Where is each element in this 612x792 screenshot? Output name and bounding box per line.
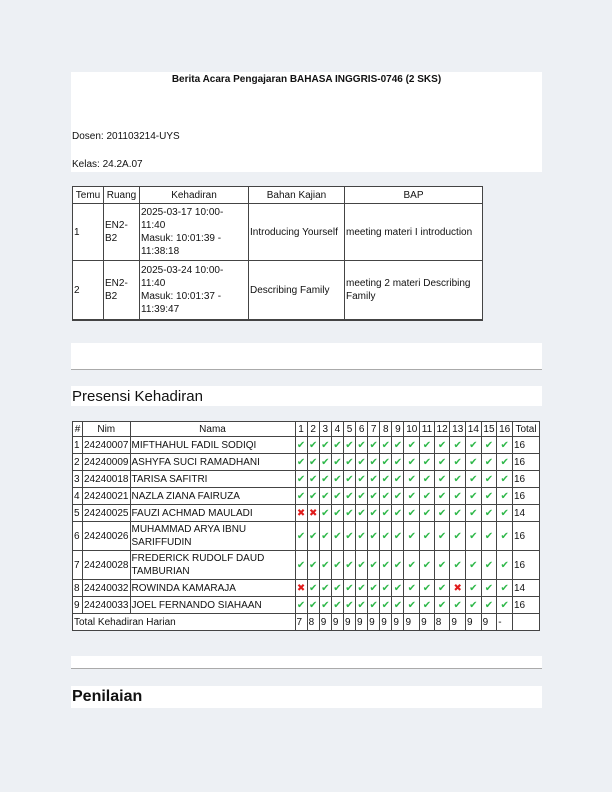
presensi-heading: Presensi Kehadiran [72, 388, 203, 405]
col-meeting-2: 2 [307, 422, 319, 437]
present-check-icon: ✔ [331, 522, 343, 551]
present-check-icon: ✔ [434, 505, 450, 522]
present-check-icon: ✔ [307, 437, 319, 454]
presensi-header-row [73, 422, 540, 437]
present-check-icon: ✔ [356, 505, 368, 522]
table-row [73, 261, 483, 321]
present-check-icon: ✔ [497, 488, 513, 505]
daily-total-cell: 8 [434, 614, 450, 631]
col-meeting-5: 5 [343, 422, 355, 437]
present-check-icon: ✔ [380, 580, 392, 597]
nama-cell: MIFTHAHUL FADIL SODIQI [130, 437, 295, 454]
col-meeting-4: 4 [331, 422, 343, 437]
present-check-icon: ✔ [392, 551, 404, 580]
present-check-icon: ✔ [466, 580, 482, 597]
present-check-icon: ✔ [295, 437, 307, 454]
present-check-icon: ✔ [343, 597, 355, 614]
row-number: 8 [73, 580, 83, 597]
col-meeting-6: 6 [356, 422, 368, 437]
col-meeting-1: 1 [295, 422, 307, 437]
present-check-icon: ✔ [343, 437, 355, 454]
present-check-icon: ✔ [295, 454, 307, 471]
present-check-icon: ✔ [404, 488, 420, 505]
present-check-icon: ✔ [343, 580, 355, 597]
present-check-icon: ✔ [404, 437, 420, 454]
present-check-icon: ✔ [466, 505, 482, 522]
col-number: # [73, 422, 83, 437]
nim-cell: 24240033 [83, 597, 131, 614]
present-check-icon: ✔ [319, 551, 331, 580]
present-check-icon: ✔ [450, 454, 466, 471]
table-row [73, 597, 540, 614]
present-check-icon: ✔ [319, 454, 331, 471]
nama-cell: ROWINDA KAMARAJA [130, 580, 295, 597]
spacer-panel-2 [71, 656, 542, 668]
total-cell: 16 [513, 597, 540, 614]
present-check-icon: ✔ [420, 437, 435, 454]
col-meeting-9: 9 [392, 422, 404, 437]
present-check-icon: ✔ [481, 454, 497, 471]
table-row [73, 505, 540, 522]
header-panel [71, 72, 542, 172]
col-bahan-kajian: Bahan Kajian [249, 187, 345, 204]
col-bap: BAP [345, 187, 483, 204]
present-check-icon: ✔ [319, 522, 331, 551]
present-check-icon: ✔ [368, 471, 380, 488]
present-check-icon: ✔ [392, 505, 404, 522]
daily-total-cell: 9 [368, 614, 380, 631]
present-check-icon: ✔ [481, 551, 497, 580]
present-check-icon: ✔ [481, 488, 497, 505]
row-number: 2 [73, 454, 83, 471]
present-check-icon: ✔ [497, 437, 513, 454]
col-ruang: Ruang [104, 187, 140, 204]
present-check-icon: ✔ [434, 437, 450, 454]
present-check-icon: ✔ [380, 454, 392, 471]
present-check-icon: ✔ [331, 471, 343, 488]
row-number: 5 [73, 505, 83, 522]
total-cell: 16 [513, 437, 540, 454]
present-check-icon: ✔ [497, 580, 513, 597]
present-check-icon: ✔ [450, 437, 466, 454]
present-check-icon: ✔ [319, 437, 331, 454]
present-check-icon: ✔ [356, 454, 368, 471]
col-meeting-11: 11 [420, 422, 435, 437]
present-check-icon: ✔ [295, 551, 307, 580]
col-temu: Temu [73, 187, 104, 204]
present-check-icon: ✔ [404, 551, 420, 580]
present-check-icon: ✔ [380, 488, 392, 505]
present-check-icon: ✔ [331, 505, 343, 522]
present-check-icon: ✔ [368, 551, 380, 580]
present-check-icon: ✔ [319, 488, 331, 505]
total-cell: 16 [513, 551, 540, 580]
present-check-icon: ✔ [319, 597, 331, 614]
present-check-icon: ✔ [392, 597, 404, 614]
nim-cell: 24240009 [83, 454, 131, 471]
row-number: 7 [73, 551, 83, 580]
present-check-icon: ✔ [343, 551, 355, 580]
total-cell: 16 [513, 522, 540, 551]
present-check-icon: ✔ [466, 488, 482, 505]
kehadiran-jadwal: 2025-03-24 10:00-11:40 [141, 265, 224, 289]
dosen-label: Dosen: 201103214-UYS [72, 131, 180, 142]
present-check-icon: ✔ [380, 551, 392, 580]
nama-cell: ASHYFA SUCI RAMADHANI [130, 454, 295, 471]
present-check-icon: ✔ [380, 437, 392, 454]
bahan-cell: Introducing Yourself [249, 204, 345, 261]
bap-cell: meeting materi I introduction [345, 204, 483, 261]
present-check-icon: ✔ [368, 505, 380, 522]
present-check-icon: ✔ [307, 471, 319, 488]
col-meeting-15: 15 [481, 422, 497, 437]
kehadiran-cell [140, 261, 249, 321]
bahan-cell: Describing Family [249, 261, 345, 321]
present-check-icon: ✔ [481, 471, 497, 488]
present-check-icon: ✔ [307, 580, 319, 597]
row-number: 3 [73, 471, 83, 488]
present-check-icon: ✔ [481, 580, 497, 597]
nim-cell: 24240028 [83, 551, 131, 580]
table-row [73, 437, 540, 454]
penilaian-heading: Penilaian [72, 688, 143, 705]
nama-cell: FREDERICK RUDOLF DAUD TAMBURIAN [130, 551, 295, 580]
present-check-icon: ✔ [319, 471, 331, 488]
bap-cell: meeting 2 materi Describing Family [345, 261, 483, 321]
page-title: Berita Acara Pengajaran BAHASA INGGRIS-0746 (2 SKS) [171, 74, 442, 85]
total-cell: 14 [513, 580, 540, 597]
present-check-icon: ✔ [356, 471, 368, 488]
present-check-icon: ✔ [307, 522, 319, 551]
present-check-icon: ✔ [434, 580, 450, 597]
row-number: 9 [73, 597, 83, 614]
present-check-icon: ✔ [497, 505, 513, 522]
daily-total-cell: 9 [380, 614, 392, 631]
present-check-icon: ✔ [356, 597, 368, 614]
present-check-icon: ✔ [497, 522, 513, 551]
nama-cell: MUHAMMAD ARYA IBNU SARIFFUDIN [130, 522, 295, 551]
daily-total-cell: - [497, 614, 513, 631]
ruang-cell: EN2-B2 [104, 261, 140, 321]
nim-cell: 24240007 [83, 437, 131, 454]
present-check-icon: ✔ [392, 522, 404, 551]
daily-total-cell: 8 [307, 614, 319, 631]
table-row [73, 204, 483, 261]
present-check-icon: ✔ [497, 597, 513, 614]
spacer-panel [71, 343, 542, 369]
present-check-icon: ✔ [368, 437, 380, 454]
present-check-icon: ✔ [368, 597, 380, 614]
temu-cell: 2 [73, 261, 104, 321]
present-check-icon: ✔ [450, 471, 466, 488]
present-check-icon: ✔ [356, 551, 368, 580]
present-check-icon: ✔ [343, 522, 355, 551]
daily-total-cell: 9 [319, 614, 331, 631]
present-check-icon: ✔ [434, 454, 450, 471]
daily-total-cell: 9 [466, 614, 482, 631]
present-check-icon: ✔ [380, 522, 392, 551]
presensi-table [72, 421, 540, 631]
present-check-icon: ✔ [434, 471, 450, 488]
daily-total-cell: 9 [343, 614, 355, 631]
present-check-icon: ✔ [404, 471, 420, 488]
nama-cell: JOEL FERNANDO SIAHAAN [130, 597, 295, 614]
present-check-icon: ✔ [420, 522, 435, 551]
present-check-icon: ✔ [420, 551, 435, 580]
present-check-icon: ✔ [392, 454, 404, 471]
present-check-icon: ✔ [392, 488, 404, 505]
col-meeting-16: 16 [497, 422, 513, 437]
present-check-icon: ✔ [295, 488, 307, 505]
bap-table [72, 186, 483, 321]
daily-total-cell: 7 [295, 614, 307, 631]
kehadiran-masuk: Masuk: 10:01:39 - 11:38:18 [141, 233, 222, 257]
row-number: 4 [73, 488, 83, 505]
present-check-icon: ✔ [392, 437, 404, 454]
present-check-icon: ✔ [404, 580, 420, 597]
divider-2 [71, 668, 542, 669]
absent-cross-icon: ✖ [450, 580, 466, 597]
nama-cell: FAUZI ACHMAD MAULADI [130, 505, 295, 522]
nim-cell: 24240021 [83, 488, 131, 505]
present-check-icon: ✔ [434, 522, 450, 551]
kehadiran-masuk: Masuk: 10:01:37 - 11:39:47 [141, 291, 222, 315]
present-check-icon: ✔ [434, 597, 450, 614]
temu-cell: 1 [73, 204, 104, 261]
present-check-icon: ✔ [368, 488, 380, 505]
present-check-icon: ✔ [450, 505, 466, 522]
daily-total-cell: 9 [450, 614, 466, 631]
ruang-cell: EN2-B2 [104, 204, 140, 261]
total-cell: 16 [513, 454, 540, 471]
nim-cell: 24240025 [83, 505, 131, 522]
present-check-icon: ✔ [331, 551, 343, 580]
present-check-icon: ✔ [420, 454, 435, 471]
table-row [73, 522, 540, 551]
nim-cell: 24240026 [83, 522, 131, 551]
present-check-icon: ✔ [434, 488, 450, 505]
present-check-icon: ✔ [319, 505, 331, 522]
present-check-icon: ✔ [380, 471, 392, 488]
present-check-icon: ✔ [307, 454, 319, 471]
present-check-icon: ✔ [466, 551, 482, 580]
present-check-icon: ✔ [295, 522, 307, 551]
divider [71, 369, 542, 370]
present-check-icon: ✔ [331, 488, 343, 505]
table-row [73, 551, 540, 580]
col-meeting-10: 10 [404, 422, 420, 437]
nama-cell: NAZLA ZIANA FAIRUZA [130, 488, 295, 505]
present-check-icon: ✔ [343, 505, 355, 522]
present-check-icon: ✔ [420, 597, 435, 614]
present-check-icon: ✔ [404, 522, 420, 551]
present-check-icon: ✔ [420, 471, 435, 488]
present-check-icon: ✔ [380, 597, 392, 614]
total-cell: 16 [513, 471, 540, 488]
present-check-icon: ✔ [331, 454, 343, 471]
present-check-icon: ✔ [295, 471, 307, 488]
nim-cell: 24240018 [83, 471, 131, 488]
col-meeting-8: 8 [380, 422, 392, 437]
nama-cell: TARISA SAFITRI [130, 471, 295, 488]
present-check-icon: ✔ [356, 488, 368, 505]
col-nama: Nama [130, 422, 295, 437]
absent-cross-icon: ✖ [307, 505, 319, 522]
kehadiran-cell [140, 204, 249, 261]
present-check-icon: ✔ [368, 580, 380, 597]
present-check-icon: ✔ [420, 505, 435, 522]
present-check-icon: ✔ [497, 551, 513, 580]
nim-cell: 24240032 [83, 580, 131, 597]
table-row [73, 454, 540, 471]
table-row [73, 471, 540, 488]
present-check-icon: ✔ [420, 580, 435, 597]
row-number: 1 [73, 437, 83, 454]
kelas-label: Kelas: 24.2A.07 [72, 159, 143, 170]
present-check-icon: ✔ [434, 551, 450, 580]
col-meeting-13: 13 [450, 422, 466, 437]
absent-cross-icon: ✖ [295, 505, 307, 522]
present-check-icon: ✔ [307, 551, 319, 580]
present-check-icon: ✔ [466, 437, 482, 454]
present-check-icon: ✔ [356, 437, 368, 454]
total-harian-row [73, 614, 540, 631]
present-check-icon: ✔ [331, 437, 343, 454]
daily-total-cell: 9 [356, 614, 368, 631]
daily-total-cell: 9 [331, 614, 343, 631]
table-row [73, 580, 540, 597]
present-check-icon: ✔ [450, 551, 466, 580]
table-row [73, 488, 540, 505]
total-harian-empty [513, 614, 540, 631]
present-check-icon: ✔ [404, 505, 420, 522]
total-cell: 16 [513, 488, 540, 505]
kehadiran-jadwal: 2025-03-17 10:00-11:40 [141, 207, 224, 231]
col-meeting-14: 14 [466, 422, 482, 437]
absent-cross-icon: ✖ [295, 580, 307, 597]
total-harian-label: Total Kehadiran Harian [73, 614, 296, 631]
bap-header-row [73, 187, 483, 204]
present-check-icon: ✔ [481, 505, 497, 522]
present-check-icon: ✔ [404, 454, 420, 471]
col-nim: Nim [83, 422, 131, 437]
present-check-icon: ✔ [368, 454, 380, 471]
present-check-icon: ✔ [420, 488, 435, 505]
present-check-icon: ✔ [319, 580, 331, 597]
present-check-icon: ✔ [356, 522, 368, 551]
daily-total-cell: 9 [481, 614, 497, 631]
present-check-icon: ✔ [343, 471, 355, 488]
present-check-icon: ✔ [450, 597, 466, 614]
present-check-icon: ✔ [450, 488, 466, 505]
total-cell: 14 [513, 505, 540, 522]
present-check-icon: ✔ [356, 580, 368, 597]
col-meeting-7: 7 [368, 422, 380, 437]
present-check-icon: ✔ [380, 505, 392, 522]
present-check-icon: ✔ [481, 522, 497, 551]
daily-total-cell: 9 [404, 614, 420, 631]
present-check-icon: ✔ [497, 471, 513, 488]
present-check-icon: ✔ [450, 522, 466, 551]
col-meeting-3: 3 [319, 422, 331, 437]
present-check-icon: ✔ [295, 597, 307, 614]
present-check-icon: ✔ [307, 597, 319, 614]
present-check-icon: ✔ [481, 597, 497, 614]
col-kehadiran: Kehadiran [140, 187, 249, 204]
row-number: 6 [73, 522, 83, 551]
daily-total-cell: 9 [392, 614, 404, 631]
present-check-icon: ✔ [497, 454, 513, 471]
present-check-icon: ✔ [343, 488, 355, 505]
col-meeting-12: 12 [434, 422, 450, 437]
present-check-icon: ✔ [466, 522, 482, 551]
present-check-icon: ✔ [368, 522, 380, 551]
present-check-icon: ✔ [331, 580, 343, 597]
present-check-icon: ✔ [404, 597, 420, 614]
present-check-icon: ✔ [466, 597, 482, 614]
col-total: Total [513, 422, 540, 437]
present-check-icon: ✔ [392, 471, 404, 488]
present-check-icon: ✔ [466, 454, 482, 471]
present-check-icon: ✔ [466, 471, 482, 488]
daily-total-cell: 9 [420, 614, 435, 631]
present-check-icon: ✔ [331, 597, 343, 614]
present-check-icon: ✔ [307, 488, 319, 505]
present-check-icon: ✔ [481, 437, 497, 454]
present-check-icon: ✔ [343, 454, 355, 471]
present-check-icon: ✔ [392, 580, 404, 597]
